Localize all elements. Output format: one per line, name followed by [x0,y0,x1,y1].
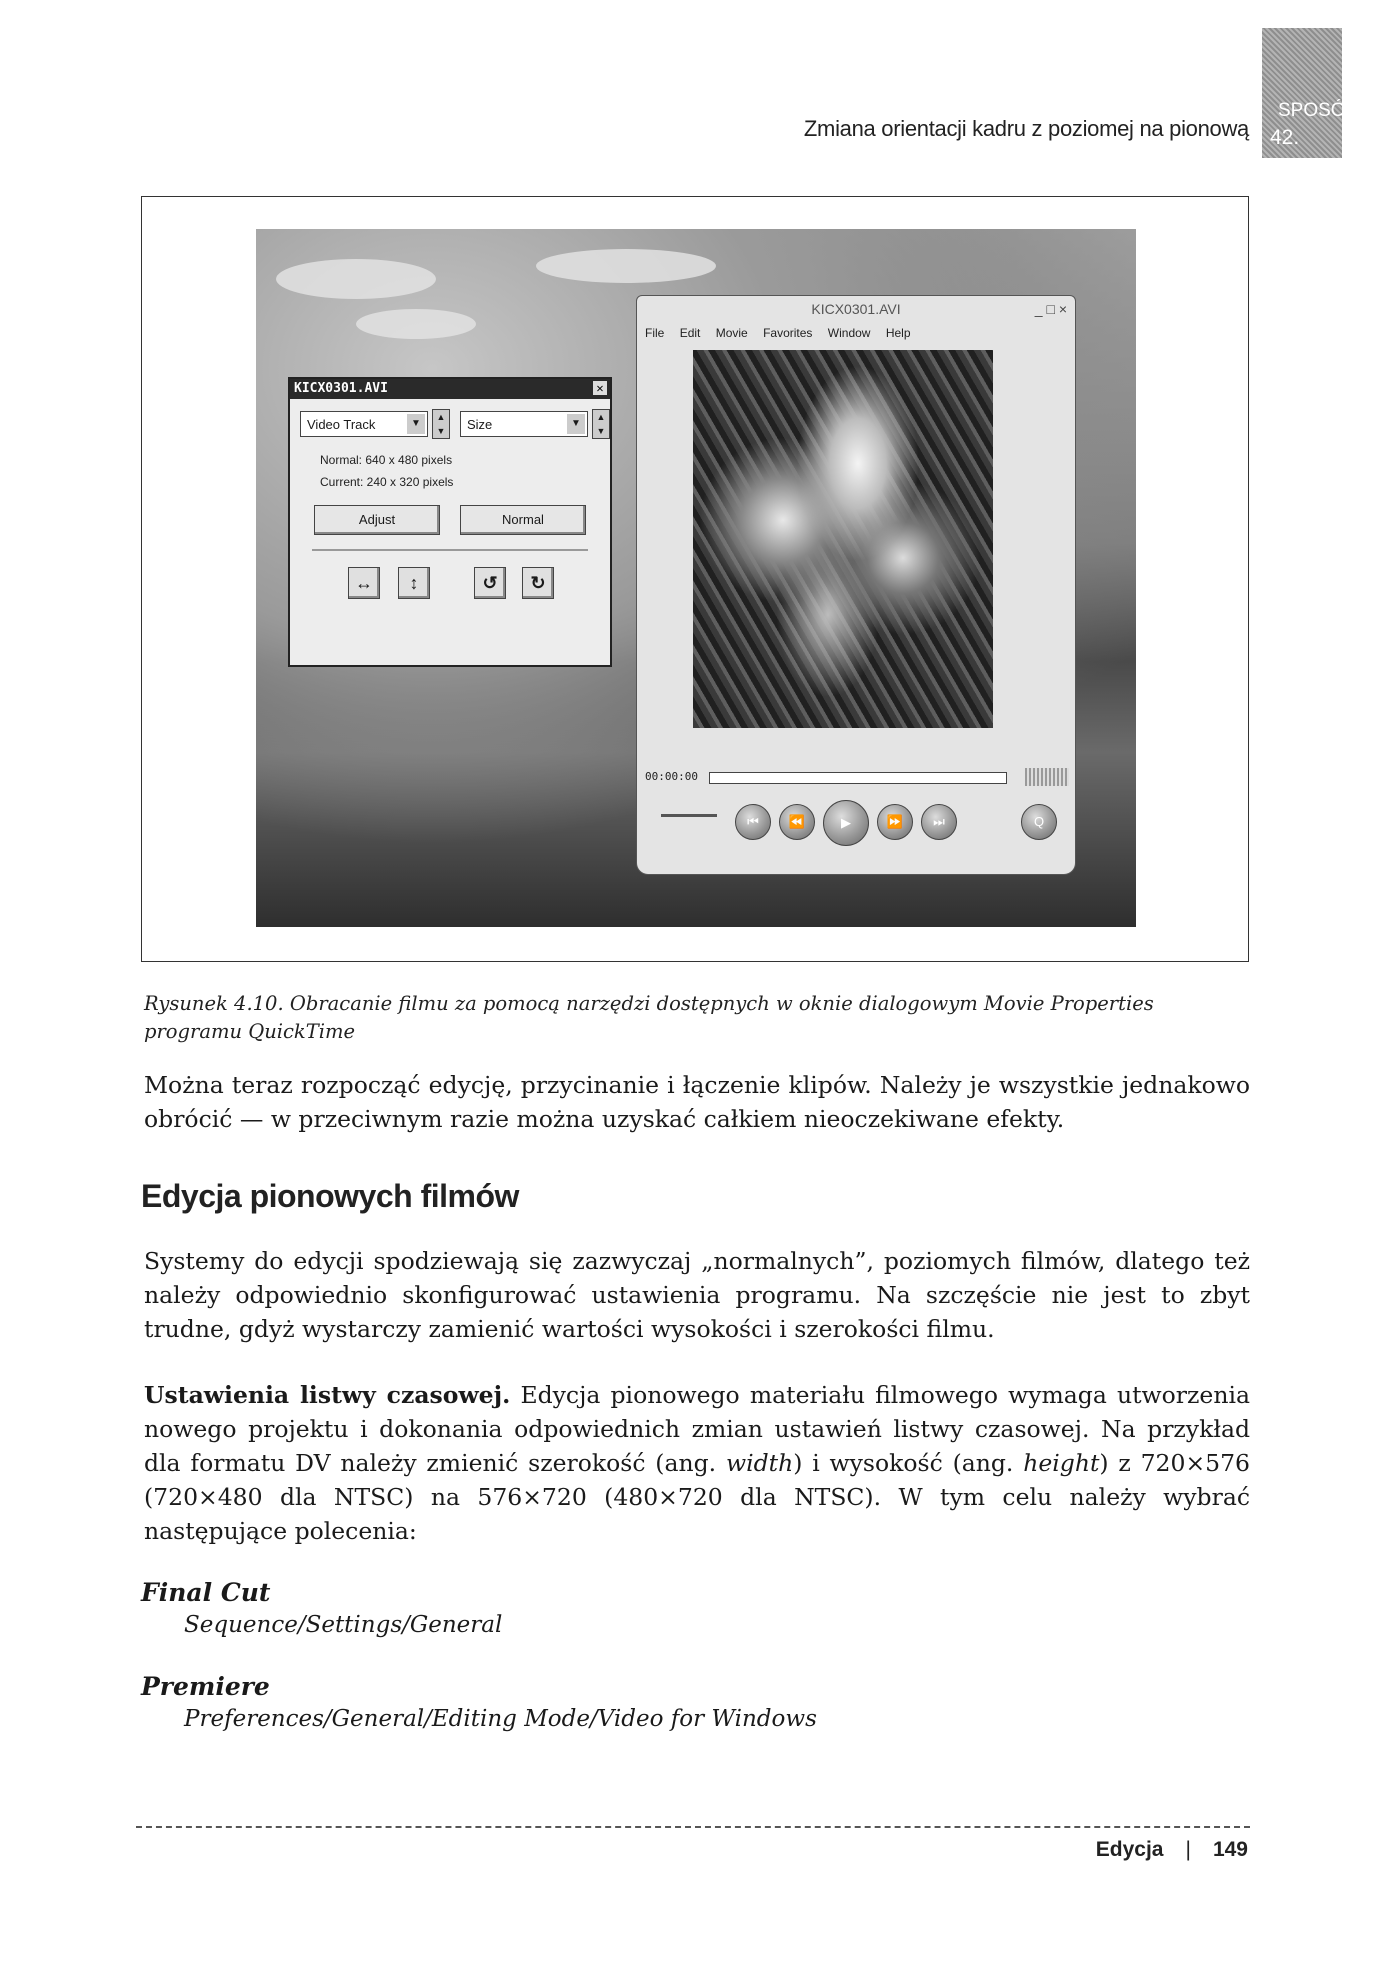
definition-path: Preferences/General/Editing Mode/Video for Windows [184,1706,817,1732]
mode-select[interactable] [460,411,588,437]
to-end-icon[interactable]: ⏭ [921,804,957,840]
cloud-shape [536,249,716,283]
timecode-display: 00:00:00 [645,770,698,783]
figure-frame [141,196,1249,962]
sposob-tab-number: 42. [1270,126,1300,149]
menu-movie[interactable]: Movie [715,326,748,340]
volume-slider[interactable] [661,814,717,817]
footer-separator: | [1185,1838,1191,1861]
width-term: width [725,1449,794,1477]
menu-window[interactable]: Window [827,326,871,340]
track-select-value: Video Track [307,417,376,432]
rewind-icon[interactable]: ⏪ [779,804,815,840]
screenshot-desktop [256,229,1136,927]
menu-favorites[interactable]: Favorites [763,326,813,340]
flip-horizontal-icon[interactable]: ↔ [348,567,380,599]
sposob-tab-label: SPOSÓB [1278,100,1359,121]
menu-file[interactable]: File [645,326,665,340]
quicktime-logo-icon[interactable]: Q [1021,804,1057,840]
divider [312,549,588,551]
section-paragraph: Systemy do edycji spodziewają się zazwyczaj „normalnych”, poziomych filmów, dlatego też należy odpowiednio skonfigurować ustawienia programu. Na szczęście nie jest to zbyt trudne, gdyż wystarczy zamienić wartości wysokości i szerokości filmu. [144,1247,1250,1343]
timeline-text-1: Edycja pionowego materiału filmowego wymaga utworzenia nowego projektu i dokonania odpowiednich zmian ustawień listwy czasowej. Na przykład dla formatu DV należy zmienić szerokość (ang. [144,1381,1250,1477]
movie-properties-title: KICX0301.AVI [294,381,388,396]
video-frame-plant-image [693,350,993,728]
running-header-title: Zmiana orientacji kadru z poziomej na pionową [803,116,1249,141]
resize-grip-icon[interactable] [1025,768,1069,786]
fast-forward-icon[interactable]: ⏩ [877,804,913,840]
movie-properties-titlebar [290,379,610,399]
timeline-text-3: ) z 720×576 (720×480 dla NTSC) na 576×720 (480×720 dla NTSC). W tym celu należy wybrać następujące polecenia: [144,1449,1250,1545]
flip-vertical-icon[interactable]: ↕ [398,567,430,599]
section-heading: Edycja pionowych filmów [141,1178,519,1214]
menu-edit[interactable]: Edit [679,326,701,340]
adjust-button[interactable]: Adjust [314,505,440,535]
timeline-text-2: ) i wysokość (ang. [793,1449,1024,1477]
normal-button[interactable]: Normal [460,505,586,535]
timeline-lead: Ustawienia listwy czasowej. [144,1381,511,1409]
footer-chapter: Edycja [1095,1838,1164,1861]
window-controls-icon[interactable]: _ □ × [1034,301,1067,317]
figure-caption: Rysunek 4.10. Obracanie filmu za pomocą narzędzi dostępnych w oknie dialogowym Movie Properties programu QuickTime [144,992,1154,1043]
mode-select-value: Size [467,417,493,432]
sposob-tab [1262,28,1359,158]
rotate-left-icon[interactable]: ↺ [474,567,506,599]
page-footer [1096,1838,1248,1862]
mode-stepper[interactable]: ▲ ▼ [592,409,610,439]
menu-help[interactable]: Help [885,326,911,340]
track-stepper[interactable]: ▲ ▼ [432,409,450,439]
quicktime-player-window [636,295,1076,875]
current-size-info: Current: 240 x 320 pixels [320,475,454,489]
page-number: 149 [1212,1838,1248,1861]
definition-path: Sequence/Settings/General [184,1612,503,1638]
chevron-down-icon[interactable]: ▼ [407,414,425,434]
cloud-shape [356,309,476,339]
chevron-down-icon[interactable]: ▼ [567,414,585,434]
height-term: height [1023,1449,1100,1477]
normal-size-info: Normal: 640 x 480 pixels [320,453,453,467]
close-icon[interactable]: ✕ [593,381,607,395]
intro-paragraph: Można teraz rozpocząć edycję, przycinanie i łączenie klipów. Należy je wszystkie jednakowo obrócić — w przeciwnym razie można uzyskać całkiem nieoczekiwane efekty. [144,1071,1250,1133]
player-title: KICX0301.AVI [811,301,901,317]
to-start-icon[interactable]: ⏮ [735,804,771,840]
cloud-shape [276,259,436,299]
rotate-right-icon[interactable]: ↻ [522,567,554,599]
player-menubar [637,322,1075,344]
movie-properties-window [288,377,612,667]
player-titlebar [637,296,1075,322]
footer-rule [136,1826,1250,1828]
play-icon[interactable]: ▶ [823,800,869,846]
scrub-bar[interactable] [709,772,1007,784]
definition-term: Final Cut [141,1578,271,1607]
timeline-paragraph [144,1378,1250,1548]
definition-term: Premiere [141,1672,270,1701]
track-select[interactable] [300,411,428,437]
